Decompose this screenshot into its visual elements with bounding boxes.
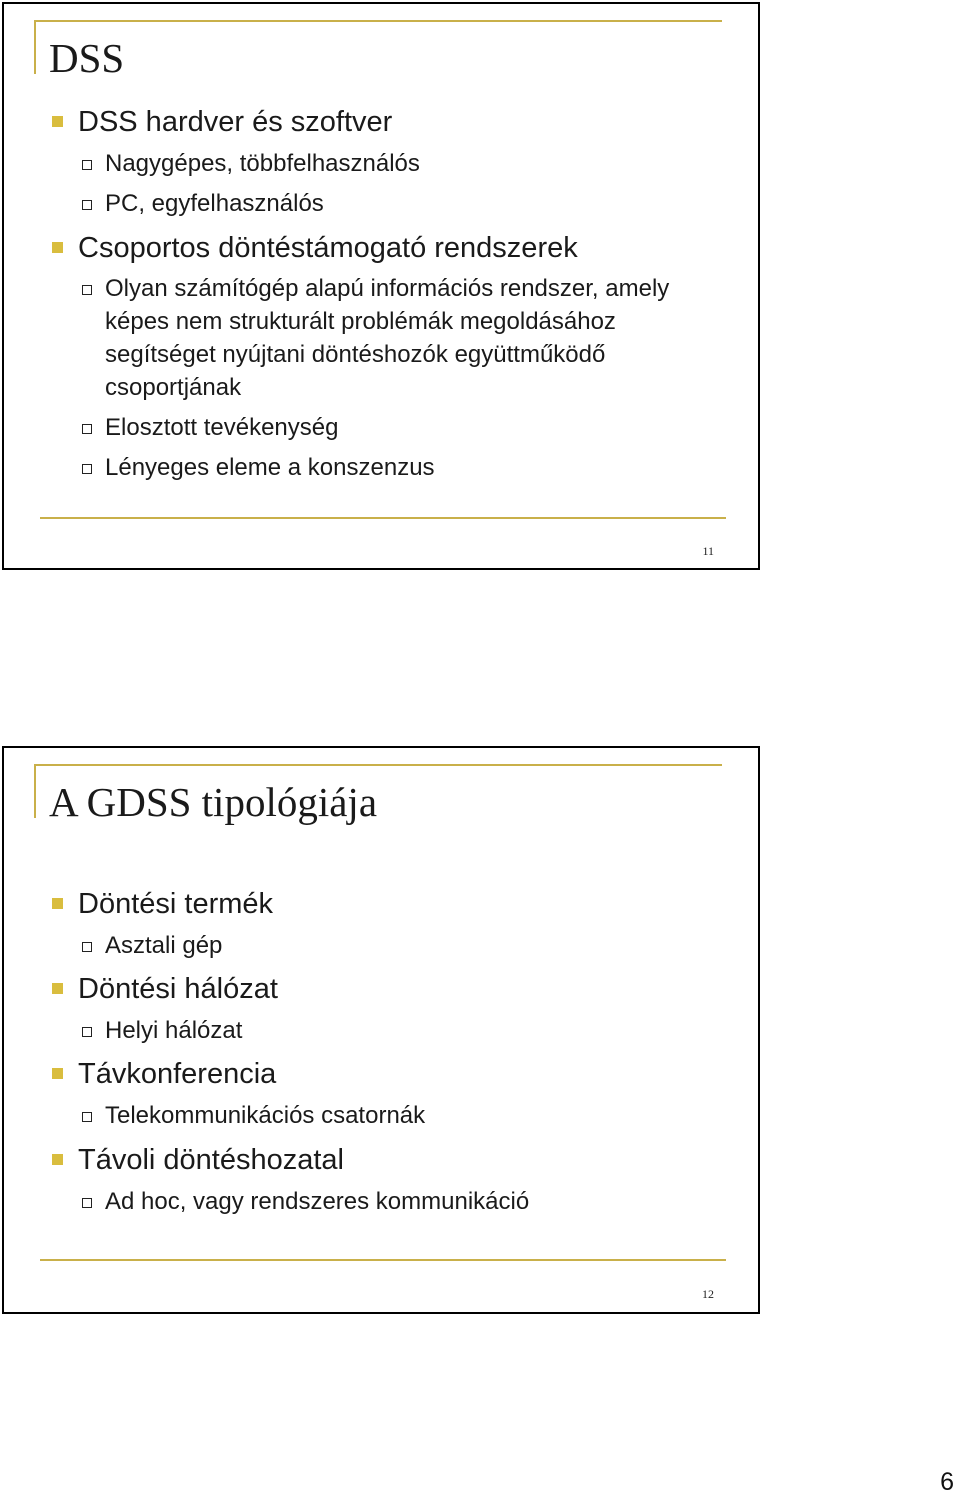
square-bullet-icon bbox=[52, 242, 63, 253]
box-bullet-icon bbox=[82, 1027, 92, 1037]
bullet-item bbox=[78, 1057, 276, 1091]
slide-title: A GDSS tipológiája bbox=[49, 779, 378, 825]
bullet-text: Elosztott tevékenység bbox=[105, 414, 339, 441]
sub-bullet-item bbox=[105, 1099, 425, 1132]
slide-page-number: 12 bbox=[702, 1287, 714, 1301]
footer-rule bbox=[40, 517, 726, 519]
bullet-text: Távoli döntéshozatal bbox=[78, 1144, 344, 1176]
box-bullet-icon bbox=[82, 1112, 92, 1122]
slide-page-number: 11 bbox=[702, 544, 714, 558]
square-bullet-icon bbox=[52, 116, 63, 127]
bullet-text: Olyan számítógép alapú információs rendszer, amely képes nem strukturált problémák megoldásához segítséget nyújtani döntéshozók együttműködő csoportjának bbox=[105, 275, 670, 401]
box-bullet-icon bbox=[82, 424, 92, 434]
slide-title: DSS bbox=[49, 35, 125, 81]
bullet-text: PC, egyfelhasználós bbox=[105, 190, 324, 217]
box-bullet-icon bbox=[82, 1198, 92, 1208]
bullet-item bbox=[78, 972, 278, 1006]
title-vertical-rule bbox=[34, 20, 36, 74]
bullet-text: Helyi hálózat bbox=[105, 1017, 243, 1044]
title-vertical-rule bbox=[34, 764, 36, 818]
box-bullet-icon bbox=[82, 160, 92, 170]
slide-2 bbox=[2, 746, 760, 1314]
bullet-text: Asztali gép bbox=[105, 932, 223, 959]
sub-bullet-item bbox=[105, 187, 324, 220]
bullet-text: Ad hoc, vagy rendszeres kommunikáció bbox=[105, 1188, 530, 1215]
bullet-text: Lényeges eleme a konszenzus bbox=[105, 454, 435, 481]
sub-bullet-item bbox=[105, 929, 222, 962]
sub-bullet-item bbox=[105, 272, 705, 404]
bullet-item bbox=[78, 1143, 344, 1177]
box-bullet-icon bbox=[82, 200, 92, 210]
slide-1 bbox=[2, 2, 760, 570]
sub-bullet-item bbox=[105, 1014, 242, 1047]
document-page-number: 6 bbox=[940, 1468, 954, 1496]
bullet-text: DSS hardver és szoftver bbox=[78, 106, 393, 138]
bullet-text: Döntési hálózat bbox=[78, 973, 278, 1005]
sub-bullet-item bbox=[105, 411, 338, 444]
bullet-text: Távkonferencia bbox=[78, 1058, 277, 1090]
bullet-item bbox=[78, 105, 392, 139]
footer-rule bbox=[40, 1259, 726, 1261]
title-rule bbox=[34, 764, 722, 766]
box-bullet-icon bbox=[82, 464, 92, 474]
bullet-text: Nagygépes, többfelhasználós bbox=[105, 150, 420, 177]
sub-bullet-item bbox=[105, 451, 435, 484]
bullet-item bbox=[78, 231, 578, 265]
bullet-text: Telekommunikációs csatornák bbox=[105, 1102, 426, 1129]
box-bullet-icon bbox=[82, 942, 92, 952]
square-bullet-icon bbox=[52, 898, 63, 909]
bullet-item bbox=[78, 887, 273, 921]
square-bullet-icon bbox=[52, 1154, 63, 1165]
sub-bullet-item bbox=[105, 147, 420, 180]
square-bullet-icon bbox=[52, 983, 63, 994]
bullet-text: Csoportos döntéstámogató rendszerek bbox=[78, 232, 578, 264]
sub-bullet-item bbox=[105, 1185, 529, 1218]
square-bullet-icon bbox=[52, 1068, 63, 1079]
box-bullet-icon bbox=[82, 285, 92, 295]
bullet-text: Döntési termék bbox=[78, 888, 274, 920]
title-rule bbox=[34, 20, 722, 22]
